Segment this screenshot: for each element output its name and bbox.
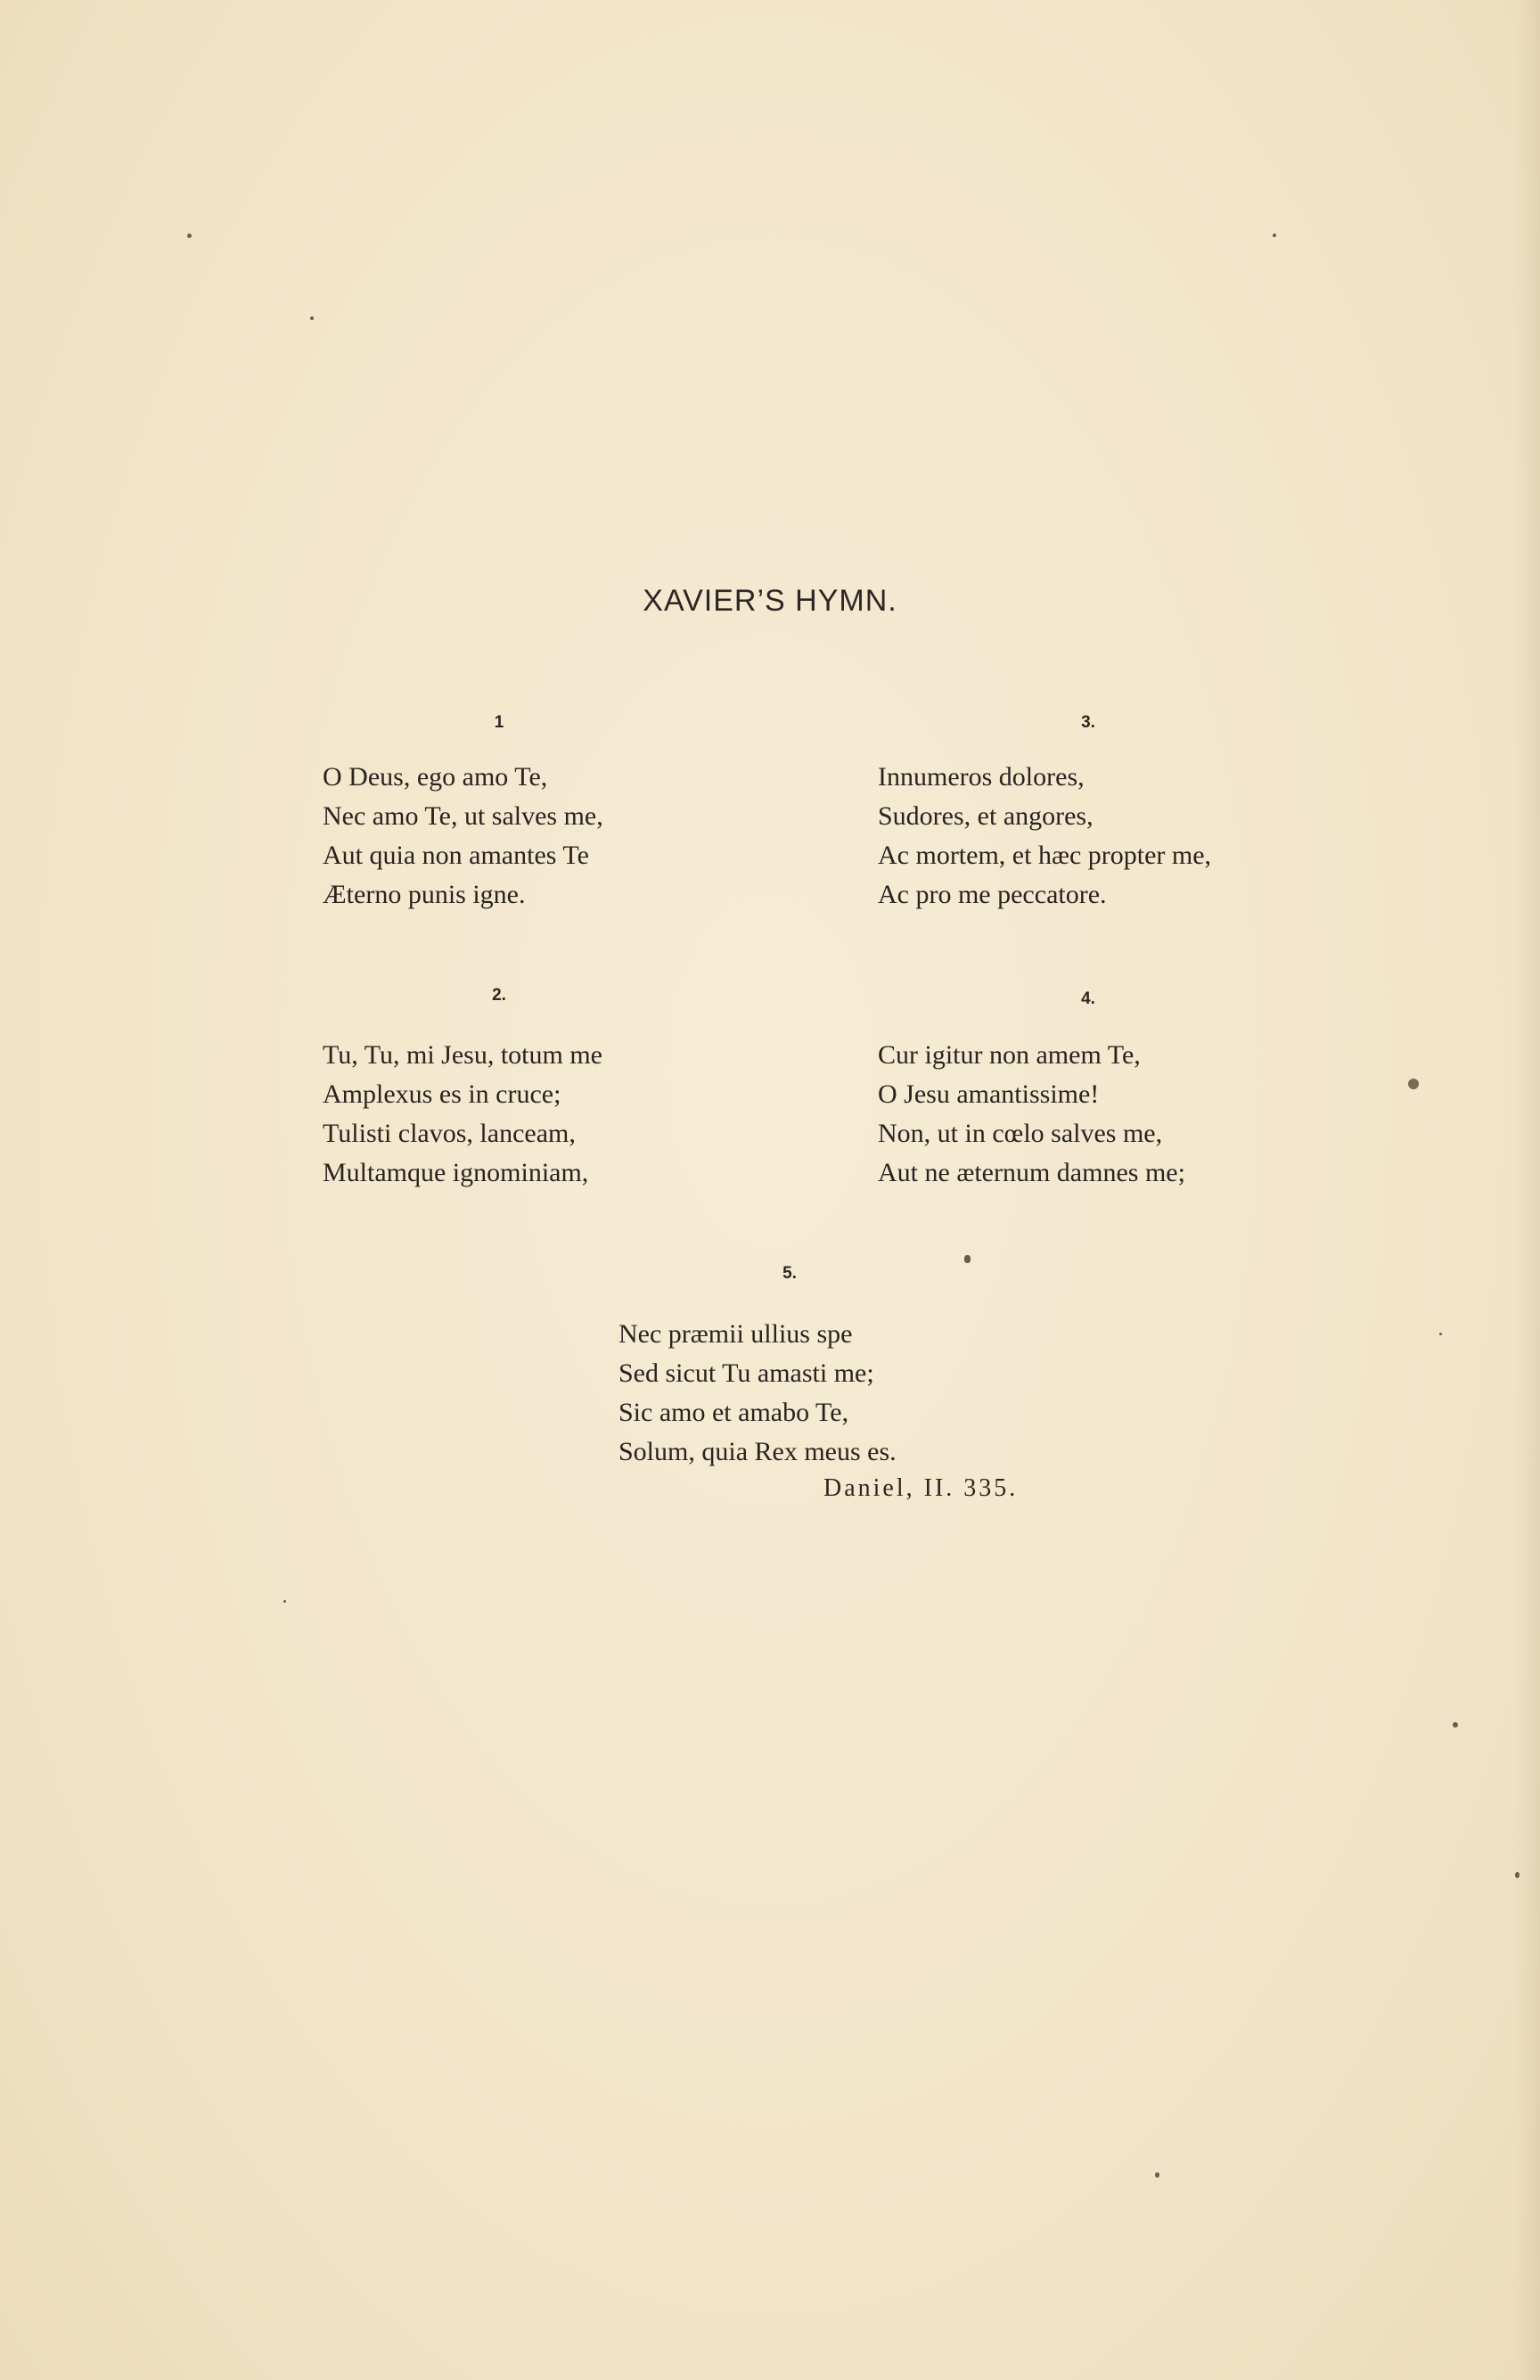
verse-line: Nec amo Te, ut salves me, (323, 801, 603, 831)
scan-speck (1155, 2172, 1159, 2178)
stanza-number: 5. (782, 1264, 797, 1283)
scan-speck (310, 316, 314, 320)
verse-line: Tulisti clavos, lanceam, (323, 1119, 576, 1148)
verse-line: Innumeros dolores, (878, 762, 1085, 792)
verse-line: Ac mortem, et hæc propter me, (878, 841, 1212, 870)
scan-speck (964, 1255, 971, 1263)
stanza-number: 2. (492, 986, 506, 1005)
verse-line: Aut ne æternum damnes me; (878, 1158, 1185, 1187)
stanza-lines (323, 758, 603, 915)
scan-speck (1439, 1333, 1442, 1335)
hymn-title: XAVIER’S HYMN. (643, 584, 897, 618)
scan-speck (187, 234, 192, 238)
verse-line: Non, ut in cœlo salves me, (878, 1119, 1163, 1148)
verse-line: Aut quia non amantes Te (323, 841, 589, 870)
scan-speck (283, 1600, 286, 1603)
verse-line: Multamque ignominiam, (323, 1158, 589, 1187)
scan-speck (1408, 1079, 1419, 1089)
verse-line: Ac pro me peccatore. (878, 880, 1107, 909)
stanza-lines (878, 758, 1211, 915)
verse-line: Tu, Tu, mi Jesu, totum me (323, 1040, 602, 1070)
attribution: Daniel, II. 335. (823, 1474, 1019, 1502)
stanza-lines (323, 1036, 602, 1193)
verse-line: O Deus, ego amo Te, (323, 762, 548, 792)
stanza-lines (618, 1315, 897, 1472)
verse-line: Sic amo et amabo Te, (618, 1398, 849, 1427)
verse-line: Sudores, et angores, (878, 801, 1094, 831)
verse-line: Sed sicut Tu amasti me; (618, 1358, 874, 1388)
stanza-number: 1 (494, 713, 504, 732)
stanza-number: 4. (1081, 989, 1095, 1008)
stanza-number: 3. (1081, 713, 1095, 732)
verse-line: Æterno punis igne. (323, 880, 526, 909)
scan-speck (1273, 234, 1276, 237)
scan-speck (1453, 1722, 1458, 1728)
verse-line: Solum, quia Rex meus es. (618, 1437, 897, 1466)
verse-line: Amplexus es in cruce; (323, 1079, 561, 1109)
page-edge-shadow (1515, 0, 1540, 2380)
verse-line: O Jesu amantissime! (878, 1079, 1100, 1109)
verse-line: Cur igitur non amem Te, (878, 1040, 1141, 1070)
verse-line: Nec præmii ullius spe (618, 1319, 853, 1349)
scan-speck (1515, 1872, 1520, 1878)
stanza-lines (878, 1036, 1185, 1193)
